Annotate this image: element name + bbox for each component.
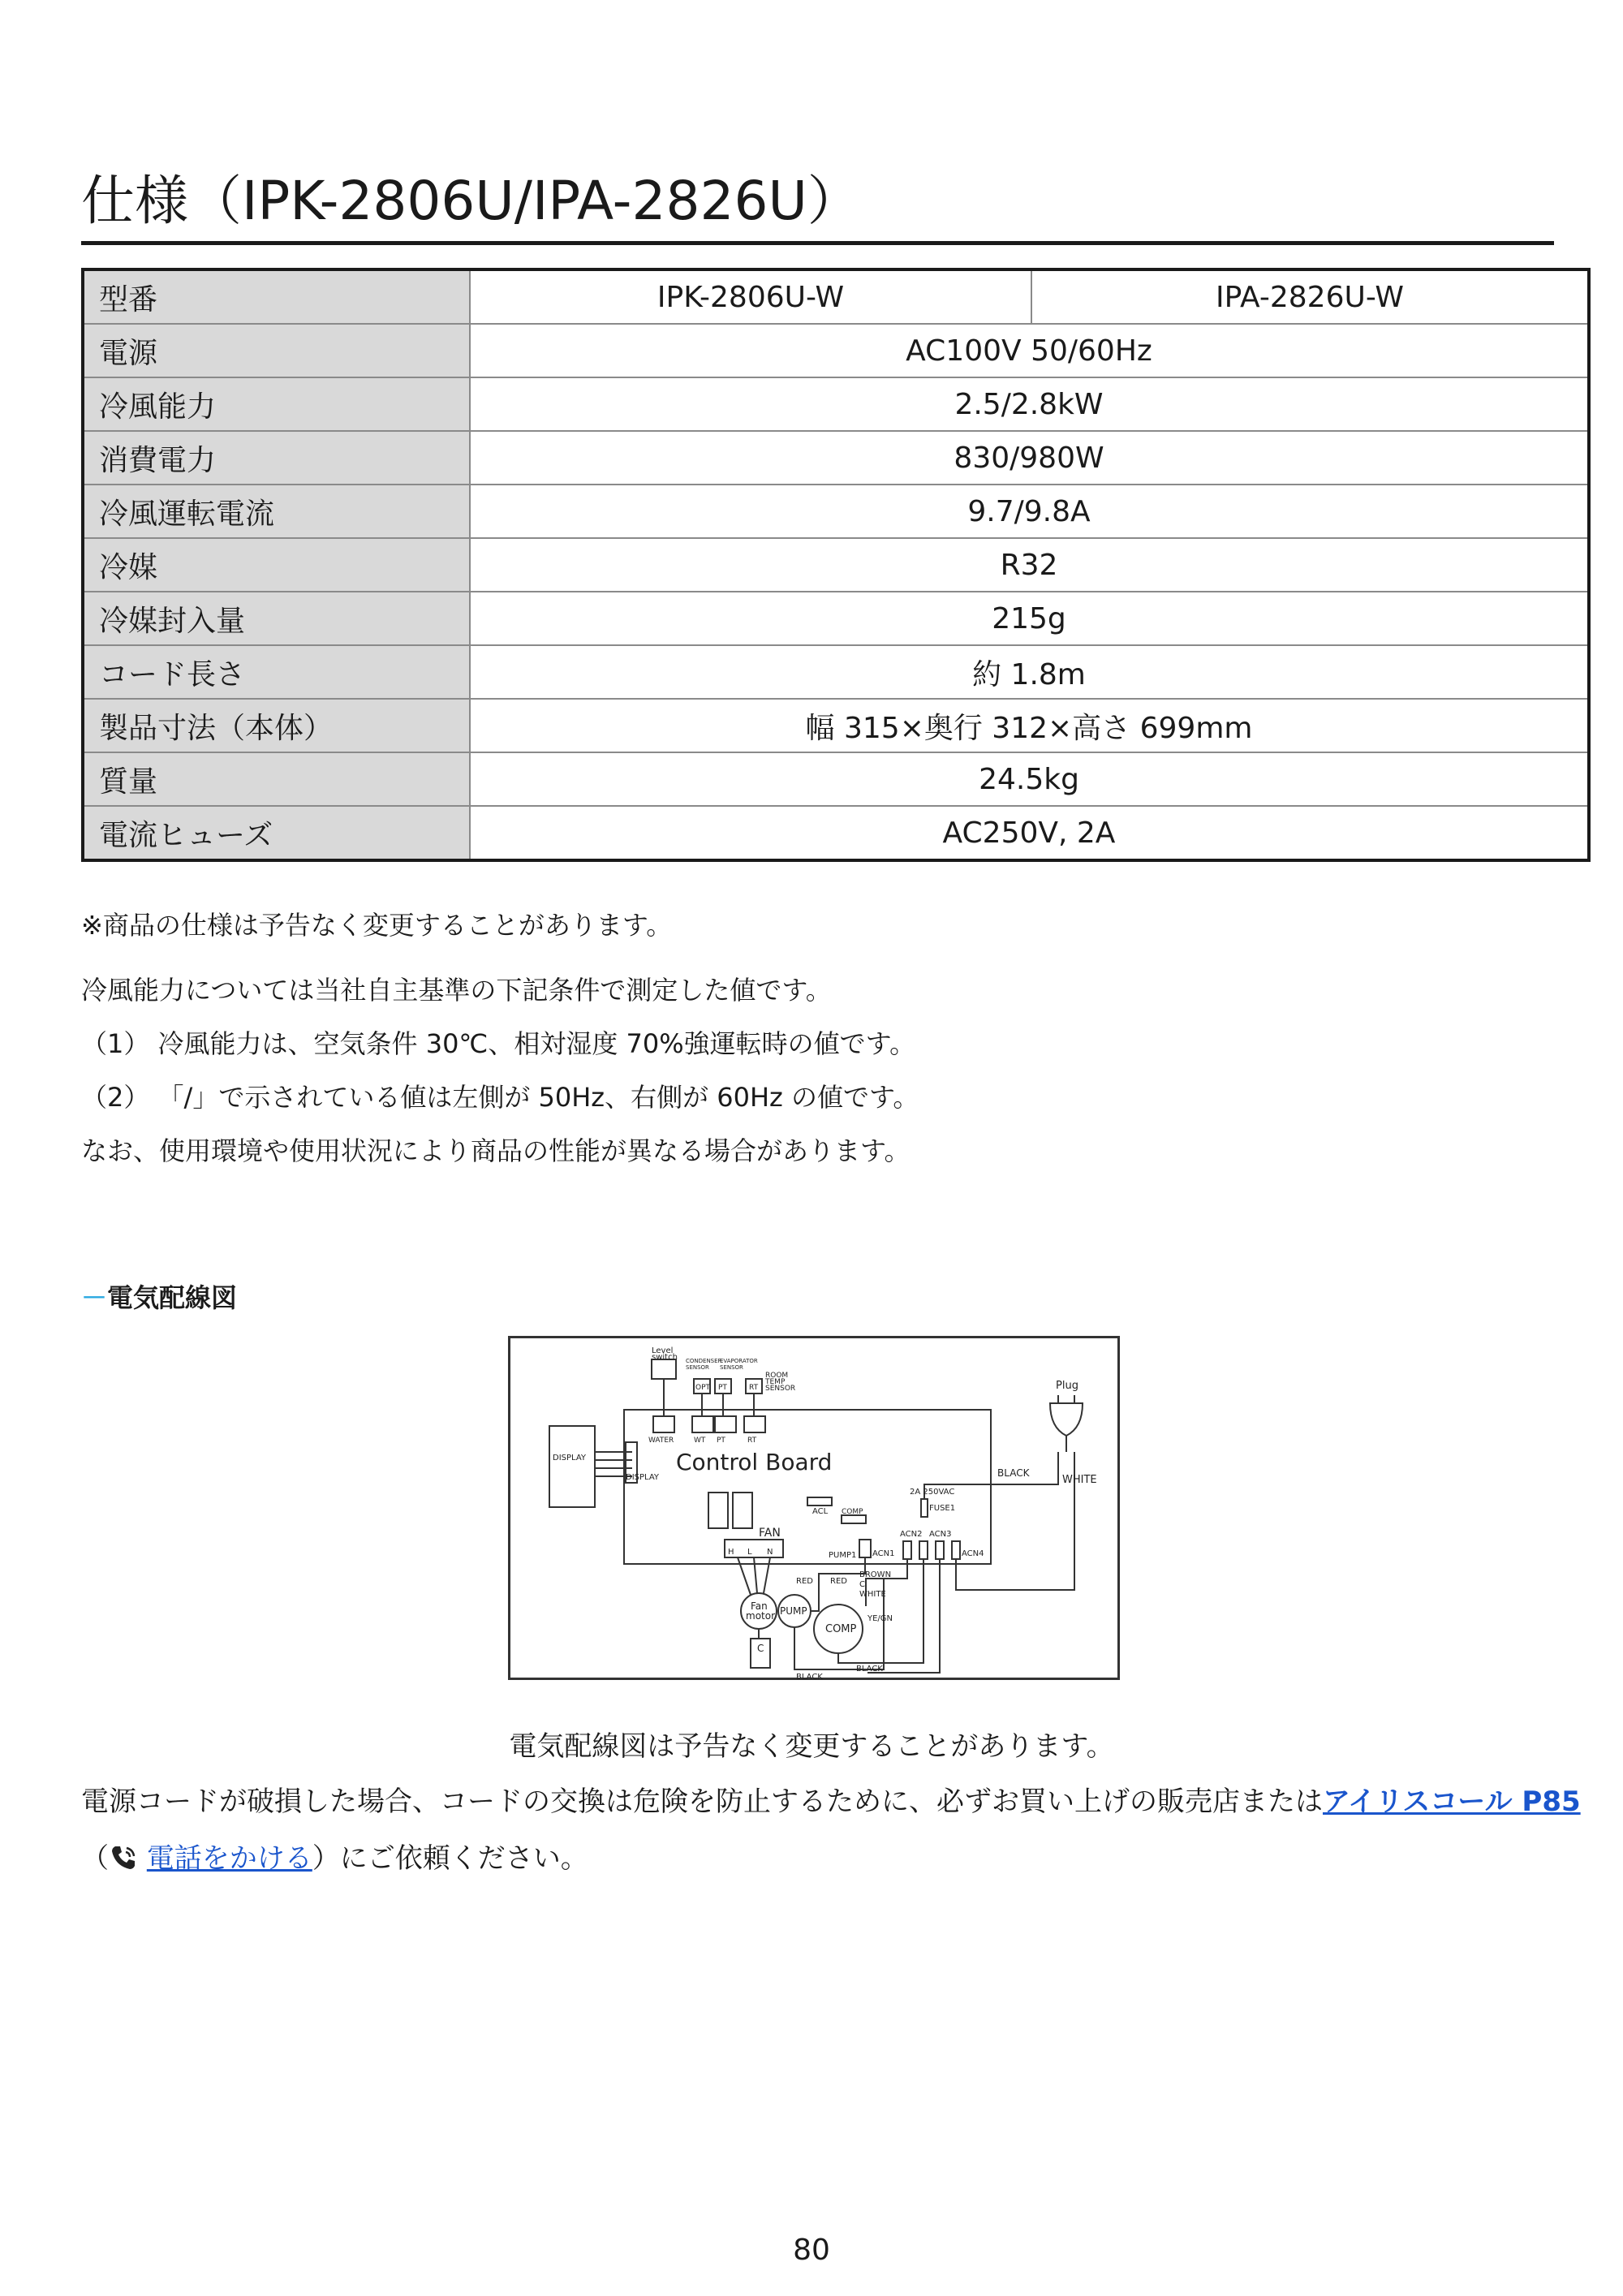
diagram-label: FUSE1 — [929, 1504, 956, 1513]
diagram-label: C — [757, 1643, 764, 1654]
diagram-label: Fan — [751, 1600, 768, 1612]
table-row — [83, 592, 1589, 645]
cord-text: 電源コードが破損した場合、コードの交換は危険を防止するために、必ずお買い上げの販売店または — [81, 1786, 1323, 1818]
diagram-label: RED — [830, 1577, 847, 1586]
diagram-label: CONDENSER — [686, 1358, 722, 1364]
diagram-label: OPT — [695, 1384, 711, 1392]
wiring-diagram — [508, 1336, 1120, 1680]
table-row — [83, 269, 1589, 324]
model-1: IPK-2806U-W — [470, 269, 1031, 324]
table-row — [83, 752, 1589, 806]
cord-paragraph — [81, 1782, 1581, 1821]
row-label: 冷媒封入量 — [83, 592, 470, 645]
condition-2: （2） 「/」で示されている値は左側が 50Hz、右側が 60Hz の値です。 — [81, 1082, 919, 1113]
row-value: 幅 315×奥行 312×高さ 699mm — [470, 699, 1589, 752]
diagram-label: WATER — [648, 1437, 674, 1445]
model-2: IPA-2826U-W — [1031, 269, 1589, 324]
diagram-label: PUMP — [780, 1605, 807, 1617]
row-label: コード長さ — [83, 645, 470, 699]
cord-paragraph-2 — [81, 1839, 588, 1878]
diagram-label: H — [728, 1548, 734, 1557]
condition-1: （1） 冷風能力は、空気条件 30℃、相対湿度 70%強運転時の値です。 — [81, 1028, 916, 1059]
row-label: 電源 — [83, 324, 470, 377]
row-value: AC250V, 2A — [470, 806, 1589, 860]
table-row — [83, 645, 1589, 699]
diagram-label: SENSOR — [765, 1385, 796, 1393]
diagram-label: 2A 250VAC — [910, 1488, 955, 1497]
condition-intro: 冷風能力については当社自主基準の下記条件で測定した値です。 — [81, 975, 832, 1006]
table-row — [83, 324, 1589, 377]
row-value: R32 — [470, 538, 1589, 592]
spec-change-note: ※商品の仕様は予告なく変更することがあります。 — [81, 910, 673, 941]
row-value: 24.5kg — [470, 752, 1589, 806]
diagram-label: motor — [746, 1610, 776, 1622]
row-label: 冷風能力 — [83, 377, 470, 431]
diagram-label: Control Board — [676, 1449, 833, 1475]
diagram-label: ROOM — [765, 1372, 789, 1380]
diagram-label: SENSOR — [686, 1364, 709, 1371]
spec-table — [81, 268, 1591, 862]
section-title: 電気配線図 — [107, 1282, 238, 1313]
row-value: 2.5/2.8kW — [470, 377, 1589, 431]
diagram-label: RT — [749, 1384, 759, 1392]
diagram-label: ACN1 — [872, 1549, 895, 1558]
diagram-label: L — [747, 1548, 752, 1557]
diagram-label: DISPLAY — [626, 1473, 660, 1482]
diagram-label: COMP — [842, 1508, 863, 1516]
diagram-label: DISPLAY — [553, 1454, 587, 1462]
phone-icon — [109, 1843, 138, 1872]
row-label: 質量 — [83, 752, 470, 806]
diagram-label: ACN4 — [962, 1549, 984, 1558]
row-value: 215g — [470, 592, 1589, 645]
row-value: 830/980W — [470, 431, 1589, 485]
diagram-label: BLACK — [856, 1665, 883, 1674]
diagram-label: BLACK — [796, 1673, 823, 1682]
diagram-label: PT — [718, 1384, 727, 1392]
cord-tail: ）にご依頼ください。 — [312, 1842, 588, 1875]
diagram-label: BROWN — [859, 1570, 892, 1579]
table-row — [83, 485, 1589, 538]
diagram-label: YE/GN — [867, 1614, 893, 1623]
table-row — [83, 431, 1589, 485]
diagram-label: SENSOR — [720, 1364, 743, 1371]
row-label: 冷媒 — [83, 538, 470, 592]
call-link[interactable]: 電話をかける — [146, 1842, 312, 1875]
row-value: 9.7/9.8A — [470, 485, 1589, 538]
row-label: 冷風運転電流 — [83, 485, 470, 538]
diagram-label: FAN — [759, 1527, 781, 1540]
diagram-label: RED — [796, 1577, 813, 1586]
row-label: 製品寸法（本体） — [83, 699, 470, 752]
diagram-label: ACL — [812, 1507, 829, 1516]
diagram-label: Plug — [1056, 1380, 1078, 1392]
table-row — [83, 699, 1589, 752]
iris-call-link[interactable]: アイリスコール P85 — [1323, 1786, 1581, 1818]
page-title: 仕様（IPK-2806U/IPA-2826U） — [81, 166, 1554, 245]
section-heading — [81, 1277, 237, 1315]
section-dash: － — [81, 1282, 108, 1313]
condition-3: なお、使用環境や使用状況により商品の性能が異なる場合があります。 — [81, 1135, 911, 1166]
diagram-label: ACN2 — [900, 1530, 923, 1539]
table-row — [83, 806, 1589, 860]
diagram-label: ACN3 — [929, 1530, 952, 1539]
diagram-label: N — [767, 1548, 773, 1557]
diagram-caption: 電気配線図は予告なく変更することがあります。 — [509, 1730, 1114, 1763]
diagram-label: EVAPORATOR — [720, 1358, 758, 1364]
diagram-label: switch — [652, 1353, 678, 1362]
row-label: 電流ヒューズ — [83, 806, 470, 860]
diagram-label: Level — [652, 1346, 674, 1355]
page-number: 80 — [793, 2234, 830, 2267]
table-row — [83, 538, 1589, 592]
row-value: AC100V 50/60Hz — [470, 324, 1589, 377]
open-paren: （ — [81, 1842, 109, 1875]
diagram-label: RT — [747, 1437, 757, 1445]
diagram-label: PUMP1 — [829, 1551, 857, 1560]
diagram-label: COMP — [825, 1623, 857, 1635]
diagram-label: C — [859, 1580, 865, 1589]
diagram-label: WT — [694, 1437, 706, 1445]
row-value: 約 1.8m — [470, 645, 1589, 699]
table-row — [83, 377, 1589, 431]
diagram-label: WHITE — [1062, 1474, 1097, 1486]
row-label: 消費電力 — [83, 431, 470, 485]
wiring-diagram-svg — [510, 1338, 1122, 1682]
diagram-label: WHITE — [859, 1590, 886, 1599]
row-label: 型番 — [83, 269, 470, 324]
diagram-label: BLACK — [997, 1467, 1030, 1479]
diagram-label: TEMP — [765, 1378, 786, 1386]
diagram-label: PT — [717, 1437, 725, 1445]
